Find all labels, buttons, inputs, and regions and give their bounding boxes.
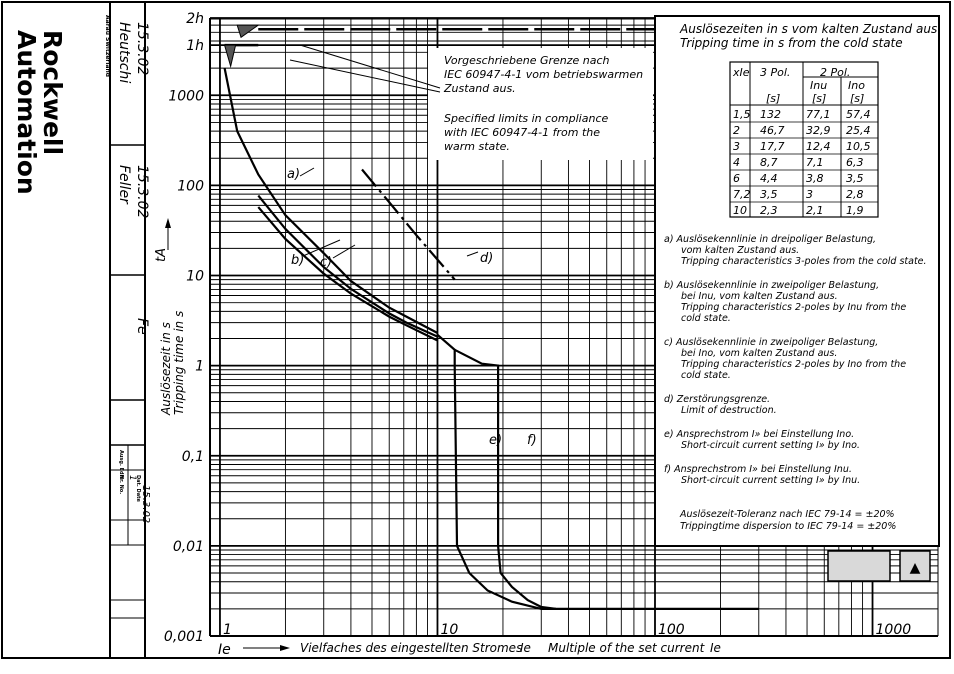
table-unit-inu: [s] [812, 92, 827, 105]
legend-line: Tripping characteristics 2-poles by Inu from the [681, 302, 907, 313]
note-de-line-1: Vorgeschriebene Grenze nach [444, 54, 610, 67]
table-header-xie: xIe [733, 66, 750, 79]
y-axis-arrowhead [165, 218, 171, 228]
note-de-line-2: IEC 60947-4-1 vom betriebswarmen [444, 68, 644, 81]
note-en-line-1: Specified limits in compliance [444, 112, 609, 125]
x-axis-label-unit: Ie [520, 641, 531, 655]
y-tick-label: 0,1 [181, 448, 204, 465]
x-axis-label [218, 641, 721, 658]
y-tick-label: 2h [186, 11, 204, 27]
table-cell: 32,9 [806, 124, 831, 137]
brand-location: Aarau Switzerland [104, 15, 111, 78]
table-cell: 3,5 [760, 188, 778, 201]
table-cell: 4 [733, 156, 740, 169]
x-tick-label: 10 [440, 622, 459, 638]
table-cell: 6,3 [846, 156, 864, 169]
edit-date: 15.3.02 [140, 485, 151, 524]
legend-line: Short-circuit current setting I» by Inu. [681, 475, 861, 486]
table-cell: 6 [733, 172, 740, 185]
table-cell: 7,1 [806, 156, 824, 169]
approved-code: Fe [134, 318, 150, 335]
series-line-a [225, 68, 438, 333]
brand-subname: Automation [12, 30, 41, 195]
table-cell: 46,7 [760, 124, 785, 137]
drawn-date: 15.3.02 [134, 22, 150, 76]
tolerance-de: Auslösezeit-Toleranz nach IEC 79-14 = ±20% [680, 509, 895, 520]
note-en-line-2: with IEC 60947-4-1 from the [444, 126, 601, 139]
x-axis-label-unit-end: Ie [710, 641, 721, 655]
checked-date: 15.3.02 [134, 165, 150, 219]
table-cell: 3 [733, 140, 740, 153]
y-axis-symbol: tA [154, 248, 169, 262]
sidebar [12, 2, 151, 658]
table-cell: 8,7 [760, 156, 778, 169]
curve-label-d: d) [480, 251, 494, 266]
table-cell: 3,8 [806, 172, 824, 185]
legend-line: Tripping characteristics 2-poles by Ino from the [681, 359, 907, 370]
y-axis-label-en: Tripping time in s [172, 310, 186, 415]
curve-label-e: e) [489, 433, 503, 448]
tolerance-note [679, 509, 896, 532]
table-cell: 2,8 [846, 188, 864, 201]
table-cell: 25,4 [846, 124, 871, 137]
legend-line: cold state. [681, 313, 731, 324]
brand-name: Rockwell [38, 30, 67, 156]
table-header-2pol: 2 Pol. [820, 66, 851, 79]
curve-label-b: b) [291, 253, 305, 268]
x-tick-label: 1 [222, 622, 232, 638]
table-cell: 1,5 [733, 108, 751, 121]
table-unit-ino: [s] [850, 92, 865, 105]
table-cell: 3 [806, 188, 813, 201]
legend-line: cold state. [681, 370, 731, 381]
table-cell: 17,7 [760, 140, 785, 153]
y-axis-label-de: Auslösezeit in s [159, 322, 173, 415]
table-cell: 3,5 [846, 172, 864, 185]
table-cell: 4,4 [760, 172, 778, 185]
edit-label: Ausg. Edit [118, 450, 124, 479]
y-tick-label: 0,001 [163, 629, 204, 645]
limit-marker-triangle [225, 45, 236, 66]
table-cell: 2,3 [760, 204, 778, 217]
table-unit-3pol: [s] [766, 92, 781, 105]
blank-field-button[interactable] [828, 551, 890, 581]
table-cell: 12,4 [806, 140, 831, 153]
series-line-f [455, 350, 556, 609]
y-tick-label: 1000 [168, 88, 204, 105]
table-cell: 2 [733, 124, 740, 137]
x-axis-label-en: Multiple of the set current [548, 641, 705, 655]
legend-line: b) Auslösekennlinie in zweipoliger Belastung, [664, 280, 880, 291]
y-axis-label [159, 311, 186, 416]
legend-line: bei Ino, vom kalten Zustand aus. [681, 348, 838, 359]
limit-marker-triangle [237, 25, 258, 37]
legend-line: e) Ansprechstrom I» bei Einstellung Ino. [664, 429, 855, 440]
date-label: Dat. Date [135, 475, 141, 502]
x-axis-symbol: Ie [218, 642, 231, 658]
edit-number: 1 [127, 475, 137, 481]
tolerance-en: Trippingtime dispersion to IEC 79-14 = ±20% [680, 521, 897, 532]
table-cell: 7,2 [733, 188, 751, 201]
x-tick-label: 100 [657, 622, 685, 638]
legend-line: f) Ansprechstrom I» bei Einstellung Inu. [664, 464, 852, 475]
curve-label-a: a) [287, 167, 301, 182]
y-tick-label: 1h [186, 38, 204, 55]
legend-line: bei Inu, vom kalten Zustand aus. [681, 291, 838, 302]
table-header-3pol: 3 Pol. [760, 66, 791, 79]
table-subheader-ino: Ino [848, 79, 865, 92]
checked-name: Feller [116, 165, 132, 204]
legend-line: Limit of destruction. [681, 405, 777, 416]
y-axis-symbol-group [154, 248, 169, 262]
legend-line: a) Auslösekennlinie in dreipoliger Belastung, [664, 234, 877, 245]
y-tick-label: 10 [186, 268, 204, 285]
legend-line: d) Zerstörungsgrenze. [664, 394, 771, 405]
table-cell: 57,4 [846, 108, 871, 121]
table-cell: 132 [760, 108, 781, 121]
table-cell: 1,9 [846, 204, 864, 217]
table-cell: 77,1 [806, 108, 831, 121]
note-en-line-3: warm state. [444, 140, 510, 153]
drawn-name: Heutschi [116, 22, 132, 84]
legend-line: Short-circuit current setting I» by Ino. [681, 440, 860, 451]
y-tick-label: 100 [177, 178, 204, 195]
x-tick-label: 1000 [875, 622, 912, 638]
curve-label-c: c) [320, 255, 333, 270]
table-cell: 2,1 [806, 204, 824, 217]
legend-line: vom kalten Zustand aus. [681, 245, 800, 256]
table-cell: 10,5 [846, 140, 871, 153]
y-tick-label: 0,01 [172, 538, 204, 555]
y-tick-label: 1 [195, 358, 204, 375]
table-cell: 10 [733, 204, 747, 217]
table-title-de: Auslösezeiten in s vom kalten Zustand aus [680, 22, 938, 36]
no-label: Nr. No. [118, 475, 124, 495]
note-de-line-3: Zustand aus. [444, 82, 516, 95]
x-axis-label-de: Vielfaches des eingestellten Stromes [300, 641, 523, 655]
table-title-en: Tripping time in s from the cold state [680, 36, 903, 50]
scroll-up-icon[interactable]: ▲ [909, 560, 921, 576]
legend-line: c) Auslösekennlinie in zweipoliger Belastung, [664, 337, 879, 348]
curve-labels [287, 167, 537, 448]
legend-line: Tripping characteristics 3-poles from the cold state. [681, 256, 927, 267]
curve-label-f: f) [527, 433, 537, 448]
table-subheader-inu: Inu [810, 79, 828, 92]
